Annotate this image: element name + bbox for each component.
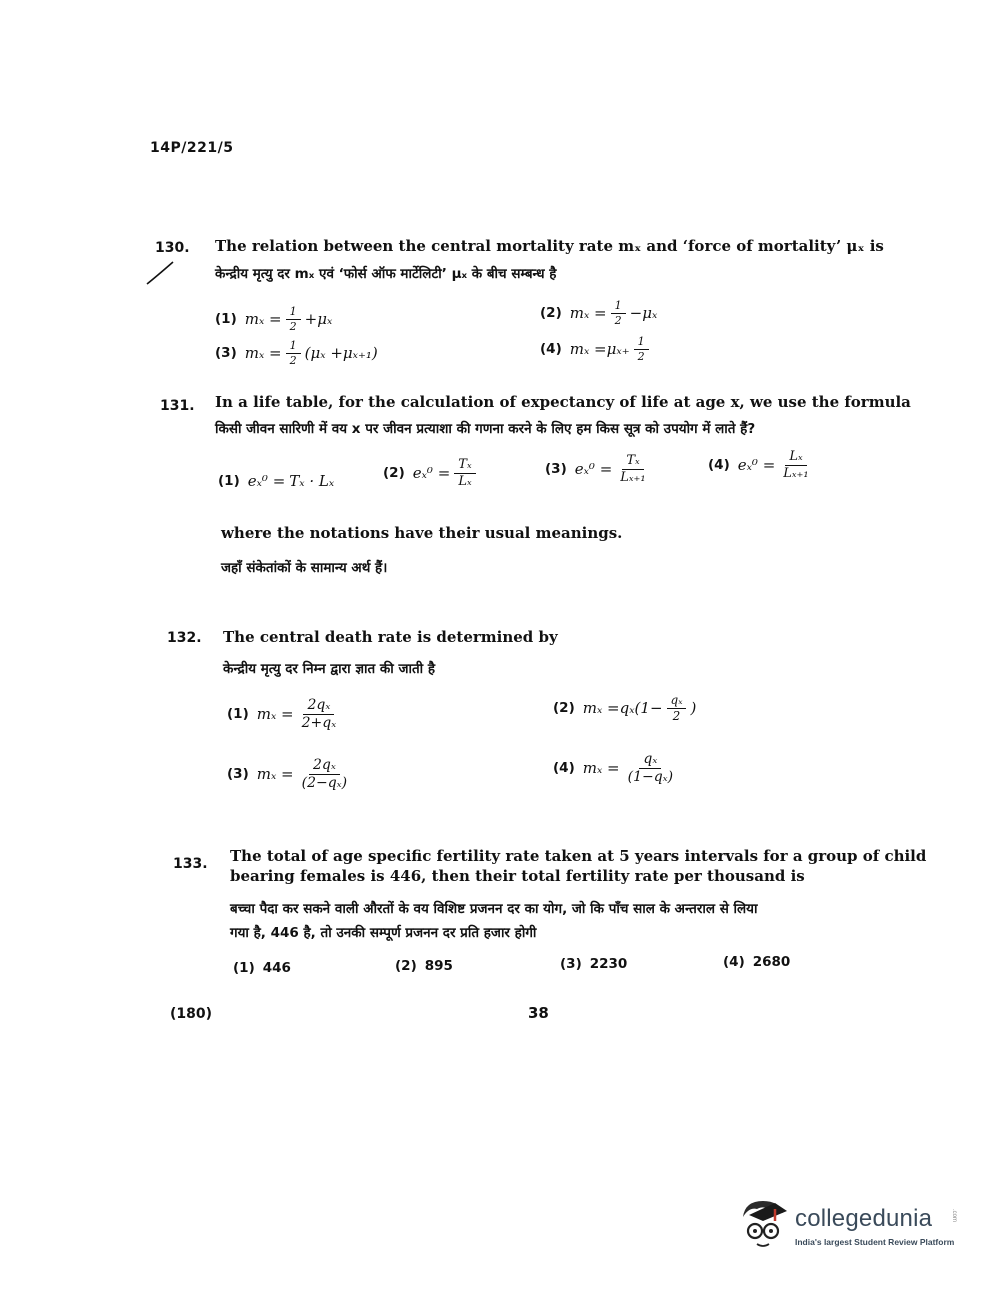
option-3: (3) eₓ⁰ = $\frac{\text{Tₓ}}{\text{Lₓ₊₁}}$ (545, 453, 646, 485)
option-1: (1) mₓ = $\frac{1}{2}$ +μₓ (215, 305, 333, 333)
option-1: (1) mₓ = $\frac{\text{2qₓ}}{\text{2+qₓ}}$ (227, 697, 337, 731)
question-text-hi-line1: बच्चा पैदा कर सकने वाली औरतों के वय विशिष्ट प्रजनन दर का योग, जो कि पाँच साल के अन्तराल से लिया (230, 901, 758, 917)
brand-logo[interactable] (735, 1195, 960, 1255)
option-3: (3) 2230 (560, 956, 628, 972)
option-2: (2) mₓ =qₓ(1− $\frac{\text{qₓ}}{2}$ ) (553, 693, 697, 723)
page-number: 38 (528, 1004, 549, 1022)
student-mascot-icon (735, 1195, 793, 1253)
question-text-hi-line2: गया है, 446 है, तो उनकी सम्पूर्ण प्रजनन दर प्रति हजार होगी (230, 925, 537, 941)
question-text-en: The relation between the central mortality rate mₓ and ‘force of mortality’ μₓ is (215, 237, 884, 255)
option-3: (3) mₓ = $\frac{\text{2qₓ}}{\text{(2−qₓ)}}$ (227, 757, 348, 791)
question-132 (155, 630, 895, 810)
question-text-en-line1: The total of age specific fertility rate taken at 5 years intervals for a group of child (230, 847, 927, 865)
option-4: (4) mₓ =μₓ₊ $\frac{1}{2}$ (540, 336, 649, 362)
brand-name: collegedunia (795, 1205, 933, 1232)
question-131 (155, 393, 911, 588)
option-2: (2) eₓ⁰ = $\frac{\text{Tₓ}}{\text{Lₓ}}$ (383, 458, 476, 488)
paper-code: 14P/221/5 (150, 140, 234, 156)
question-133 (155, 847, 927, 982)
notation-note-hi: जहाँ संकेतांकों के सामान्य अर्थ हैं। (221, 560, 388, 576)
brand-suffix: .com (951, 1209, 957, 1223)
option-2: (2) mₓ = $\frac{1}{2}$ −μₓ (540, 299, 658, 327)
question-text-en: In a life table, for the calculation of expectancy of life at age x, we use the formula (215, 393, 911, 411)
question-text-hi: केन्द्रीय मृत्यु दर mₓ एवं ‘फोर्स ऑफ मार्टेलिटी’ μₓ के बीच सम्बन्ध है (215, 266, 557, 282)
question-130 (155, 237, 895, 370)
question-text-hi: केन्द्रीय मृत्यु दर निम्न द्वारा ज्ञात की जाती है (223, 661, 436, 677)
option-4: (4) eₓ⁰ = $\frac{\text{Lₓ}}{\text{Lₓ₊₁}}$ (708, 449, 809, 481)
brand-tagline: India's largest Student Review Platform (795, 1237, 955, 1247)
option-3: (3) mₓ = $\frac{1}{2}$ (μₓ +μₓ₊₁) (215, 339, 378, 367)
question-text-en-line2: bearing females is 446, then their total fertility rate per thousand is (230, 867, 805, 885)
option-4: (4) 2680 (723, 954, 791, 970)
footer-code: (180) (170, 1006, 213, 1022)
question-text-en: The central death rate is determined by (223, 628, 558, 646)
question-text-hi: किसी जीवन सारिणी में वय x पर जीवन प्रत्याशा की गणना करने के लिए हम किस सूत्र को उपयोग में लाते हैं? (215, 421, 756, 437)
option-1: (1) 446 (233, 960, 291, 976)
question-number: 132. (167, 630, 202, 646)
option-4: (4) mₓ = $\frac{\text{qₓ}}{\text{(1−qₓ)}}$ (553, 751, 674, 785)
question-number: 131. (160, 398, 195, 414)
option-1: (1) eₓ⁰ = Tₓ · Lₓ (218, 472, 335, 490)
question-number: 130. (155, 240, 190, 256)
question-number: 133. (173, 856, 208, 872)
notation-note-en: where the notations have their usual meanings. (221, 524, 623, 542)
option-2: (2) 895 (395, 958, 453, 974)
